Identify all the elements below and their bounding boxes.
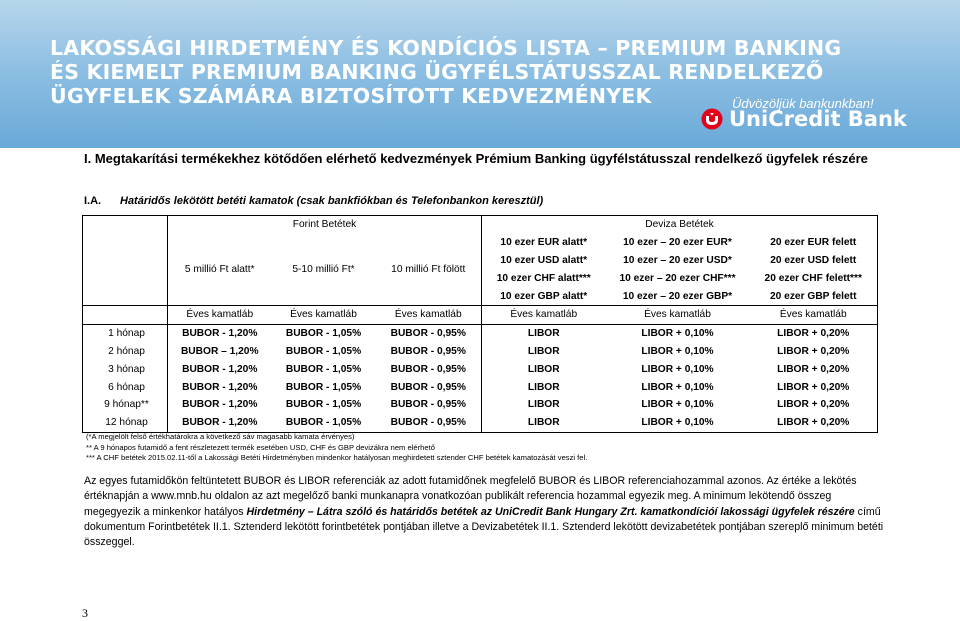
rate-label: Éves kamatláb [750,305,878,324]
footnote: (*A megjelölt felső értékhatárokra a következő sáv magasabb kamata érvényes) [86,432,355,441]
table-row [83,343,878,361]
deviza-col-header: 10 ezer EUR alatt* [482,234,606,252]
rate-cell: BUBOR - 1,05% [272,414,376,432]
rate-label: Éves kamatláb [482,305,606,324]
rate-cell: BUBOR - 1,05% [285,345,362,357]
deviza-col-header: 20 ezer EUR felett [750,234,878,252]
row-period: 9 hónap** [83,396,168,414]
deviza-col-header: 20 ezer USD felett [750,252,878,270]
row-period: 6 hónap [83,378,168,396]
rate-cell: BUBOR - 1,20% [168,360,272,378]
rate-cell: BUBOR - 0,95% [390,363,466,375]
rate-cell: BUBOR - 0,95% [390,328,466,340]
rate-cell: LIBOR + 0,10% [606,414,750,432]
deviza-group-header: Deviza Betétek [482,216,878,234]
rate-cell: BUBOR - 0,95% [376,414,482,432]
rate-cell: BUBOR - 1,20% [168,396,272,414]
forint-col-header: 5-10 millió Ft* [292,263,355,275]
deviza-col-header: 10 ezer – 20 ezer CHF*** [619,272,736,284]
rate-cell: LIBOR + 0,10% [641,399,714,411]
rate-cell: LIBOR + 0,20% [750,378,878,396]
rate-cell: BUBOR - 0,95% [390,399,466,411]
rate-cell: LIBOR + 0,10% [641,381,714,393]
rates-table [82,215,878,433]
table-row [83,378,878,396]
bank-logo [701,107,907,131]
banner-title-line: ÜGYFELEK SZÁMÁRA BIZTOSÍTOTT KEDVEZMÉNYEK [50,84,652,108]
table-row [83,234,878,252]
rate-cell: LIBOR [482,343,606,361]
rate-label: Éves kamatláb [394,309,462,321]
rate-cell: LIBOR + 0,10% [641,328,714,340]
subsection-number: I.A. [84,195,102,207]
bank-name: UniCredit Bank [729,107,907,131]
info-paragraph [84,474,884,550]
deviza-col-header: 10 ezer USD alatt* [482,252,606,270]
deviza-col-header: 10 ezer – 20 ezer USD* [623,254,732,266]
deviza-col-header: 10 ezer – 20 ezer EUR* [623,237,732,249]
rate-cell: LIBOR + 0,20% [750,396,878,414]
deviza-col-header: 20 ezer CHF felett*** [750,269,878,287]
subsection-title: Határidős lekötött betéti kamatok (csak bankfiókban és Telefonbankon keresztül) [120,195,544,207]
footnote: *** A CHF betétek 2015.02.11-től a Lakossági Betéti Hirdetményben mindenkor hatályosan meghirdetett sztender CHF betétek kamatozását veszi fel. [86,453,588,463]
rate-cell: LIBOR [482,378,606,396]
page-number: 3 [82,606,88,620]
rate-cell: LIBOR + 0,20% [750,360,878,378]
table-row [83,396,878,414]
rate-cell: LIBOR + 0,10% [641,345,714,357]
row-period: 2 hónap [83,343,168,361]
header-banner [0,0,960,148]
rate-cell: LIBOR + 0,10% [641,363,714,375]
rate-cell: BUBOR - 0,95% [390,381,466,393]
rate-cell: BUBOR - 1,05% [285,381,362,393]
rate-cell: BUBOR - 1,05% [285,399,362,411]
rate-cell: BUBOR - 1,20% [168,378,272,396]
row-period: 12 hónap [83,414,168,432]
rate-label: Éves kamatláb [644,309,711,321]
unicredit-logo-icon [701,108,723,130]
rate-label: Éves kamatláb [290,309,357,321]
footnote: ** A 9 hónapos futamidő a fent részletezett termék esetében USD, CHF és GBP devizákra nem elérhető [86,442,435,452]
rate-cell: LIBOR [482,324,606,342]
footnotes [86,432,587,464]
rate-cell: LIBOR [482,414,606,432]
deviza-col-header: 20 ezer GBP felett [750,287,878,305]
subsection-heading [84,195,543,207]
deviza-col-header: 10 ezer CHF alatt*** [482,269,606,287]
deviza-col-header: 10 ezer – 20 ezer GBP* [622,290,733,302]
welcome-text: Üdvözöljük bankunkban! [732,96,874,111]
table-row [83,360,878,378]
table-row [83,324,878,342]
forint-col-header: 5 millió Ft alatt* [168,234,272,306]
row-period: 3 hónap [83,360,168,378]
rate-rows [83,324,878,432]
banner-title-line: LAKOSSÁGI HIRDETMÉNY ÉS KONDÍCIÓS LISTA – PREMIUM BANKING [50,36,842,60]
deviza-col-header: 10 ezer GBP alatt* [482,287,606,305]
banner-title-line: ÉS KIEMELT PREMIUM BANKING ÜGYFÉLSTÁTUSSZAL RENDELKEZŐ [50,60,824,84]
banner-title [50,36,841,108]
forint-col-header: 10 millió Ft fölött [391,263,466,275]
forint-group-header: Forint Betétek [168,216,482,234]
paragraph-text: Az egyes futamidőkön feltüntetett BUBOR és LIBOR referenciák az adott futamidőnek megfelelő BUBOR és LIBOR referenciahozammal azonos. Az értéke a lekötés értéknapján a www.mnb.hu oldalon az azt megelőző banki munkanapra vonatkozóan publikált referencia hozammal egyezik meg. A minimum lekötendő összeg megegyezik a minkenkor hatályos [84,475,857,518]
rate-cell: BUBOR - 1,05% [285,363,362,375]
table-group-header [83,216,878,234]
paragraph-text: című dokumentum Forintbetétek II.1. Sztenderd lekötött forintbetétek pontjában illetve a Devizabetétek II.1. Sztenderd lekötött devizabetétek pontjában szereplő minimum betéti összeggel. [84,505,884,549]
rate-cell: LIBOR [482,360,606,378]
rate-cell: LIBOR + 0,20% [750,343,878,361]
rate-cell: BUBOR - 0,95% [390,345,466,357]
rate-label-row [83,305,878,324]
rate-cell: LIBOR [482,396,606,414]
rate-cell: BUBOR - 1,20% [168,324,272,342]
rate-cell: LIBOR + 0,20% [750,414,878,432]
rate-cell: LIBOR + 0,20% [750,324,878,342]
row-period: 1 hónap [83,324,168,342]
rate-cell: BUBOR - 1,05% [285,328,362,340]
rate-label: Éves kamatláb [168,305,272,324]
rate-cell: BUBOR - 1,20% [168,414,272,432]
section-heading: I. Megtakarítási termékekhez kötődően elérhető kedvezmények Prémium Banking ügyfélstátusszal rendelkező ügyfelek részére [84,151,868,166]
table-row [83,414,878,432]
rate-cell: BUBOR – 1,20% [168,343,272,361]
paragraph-document-title: Hirdetmény – Látra szóló és határidős betétek az UniCredit Bank Hungary Zrt. kamatkondícióí lakossági ügyfelek részére [246,505,855,518]
